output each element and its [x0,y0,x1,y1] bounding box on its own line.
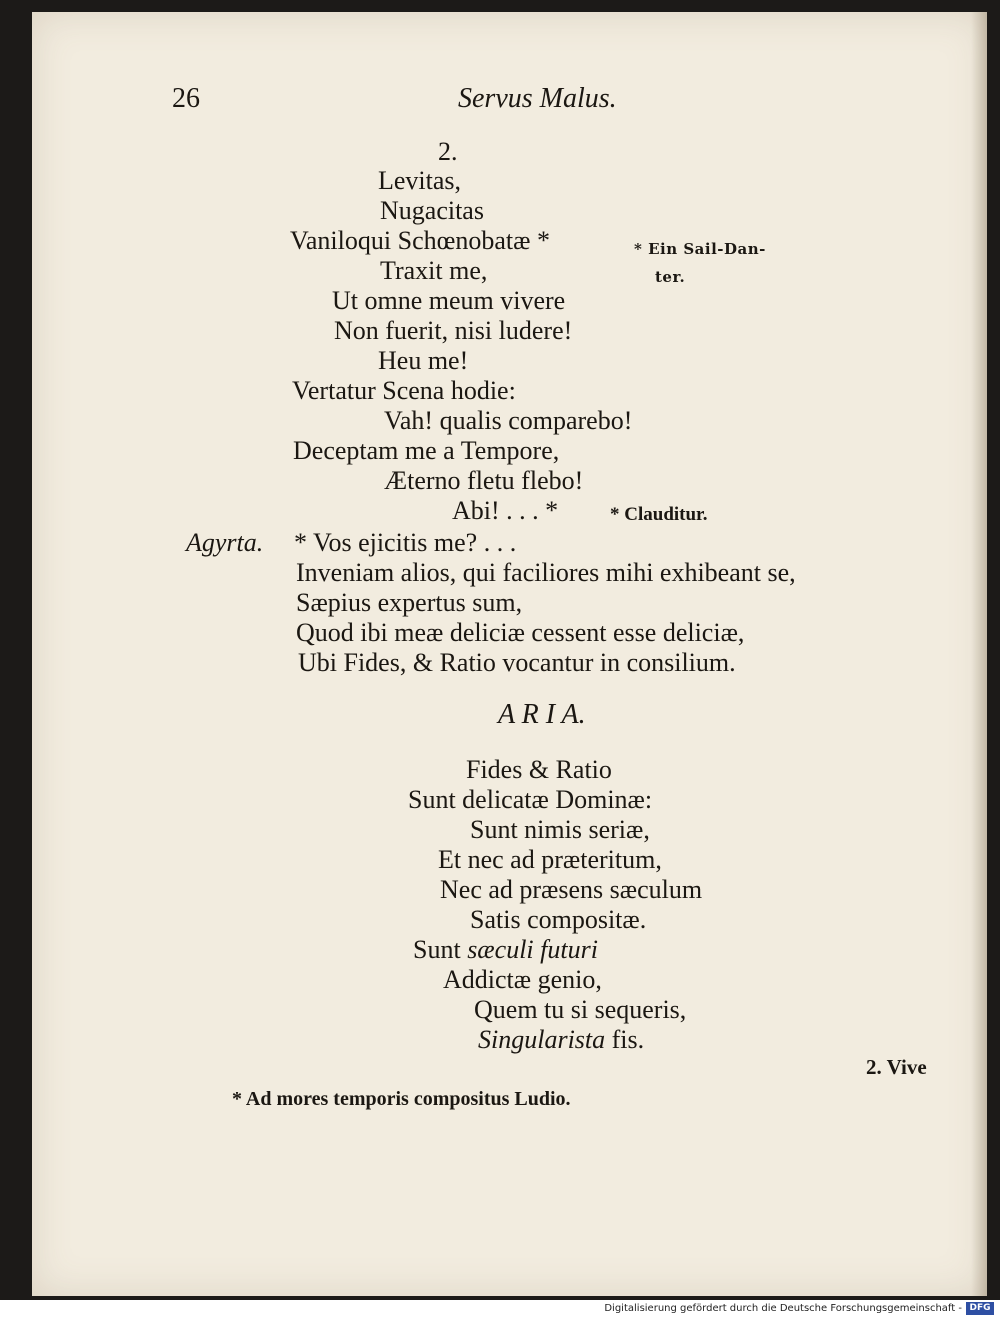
aria-line: Sunt delicatæ Dominæ: [408,785,653,814]
verse-line: Vertatur Scena hodie: [292,376,516,405]
aria-line: Fides & Ratio [466,755,612,784]
aria-line: Quem tu si sequeris, [474,995,687,1024]
verse-line: Abi! . . . * [452,496,559,525]
verse-line: Inveniam alios, qui faciliores mihi exhibeant se, [296,558,796,587]
aria-line: Addictæ genio, [443,965,602,994]
speaker-name: Agyrta. [186,528,264,557]
aria-line-roman: fis. [605,1025,645,1054]
marginal-note: ter. [655,268,686,286]
verse-line: Ut omne meum vivere [332,286,566,315]
aria-line-italic: Singularista [478,1025,606,1054]
digitization-credit: Digitalisierung gefördert durch die Deutsche Forschungsgemeinschaft - [604,1303,962,1314]
aria-line: Satis compositæ. [470,905,647,934]
page-number: 26 [172,83,200,114]
aria-line: Nec ad præsens sæculum [440,875,703,904]
scene-number: 2. [438,137,458,166]
verse-line: Levitas, [378,166,462,195]
running-title: Servus Malus. [458,83,617,114]
verse-line: Quod ibi meæ deliciæ cessent esse deliciæ, [296,618,745,647]
marginal-note: * Ein Sail-Dan- [634,240,766,258]
verse-line: Deceptam me a Tempore, [293,436,560,465]
aria-heading: A R I A. [498,699,586,730]
verse-line: Æterno fletu flebo! [384,466,584,495]
verse-line: Heu me! [378,346,469,375]
dfg-logo: DFG [966,1302,994,1315]
verse-line: Sæpius expertus sum, [296,588,523,617]
verse-line: Nugacitas [380,196,484,225]
page-edge-shadow [971,12,987,1296]
verse-line: Non fuerit, nisi ludere! [334,316,573,345]
aria-line-roman: Sunt [413,935,468,964]
aria-line: Sunt nimis seriæ, [470,815,650,844]
stage-direction: * Clauditur. [610,504,708,525]
verse-line: Vaniloqui Schœnobatæ * [290,226,550,255]
verse-line: Traxit me, [380,256,488,285]
aria-line-italic: sæculi futuri [467,935,598,964]
footnote: * Ad mores temporis compositus Ludio. [232,1088,571,1110]
aria-line [478,1025,644,1055]
verse-line: * Vos ejicitis me? . . . [294,528,517,557]
verse-line: Vah! qualis comparebo! [384,406,633,435]
aria-line [413,935,598,965]
aria-line: Et nec ad præteritum, [438,845,662,874]
verse-line: Ubi Fides, & Ratio vocantur in consilium. [298,648,736,677]
catchword: 2. Vive [866,1055,927,1079]
